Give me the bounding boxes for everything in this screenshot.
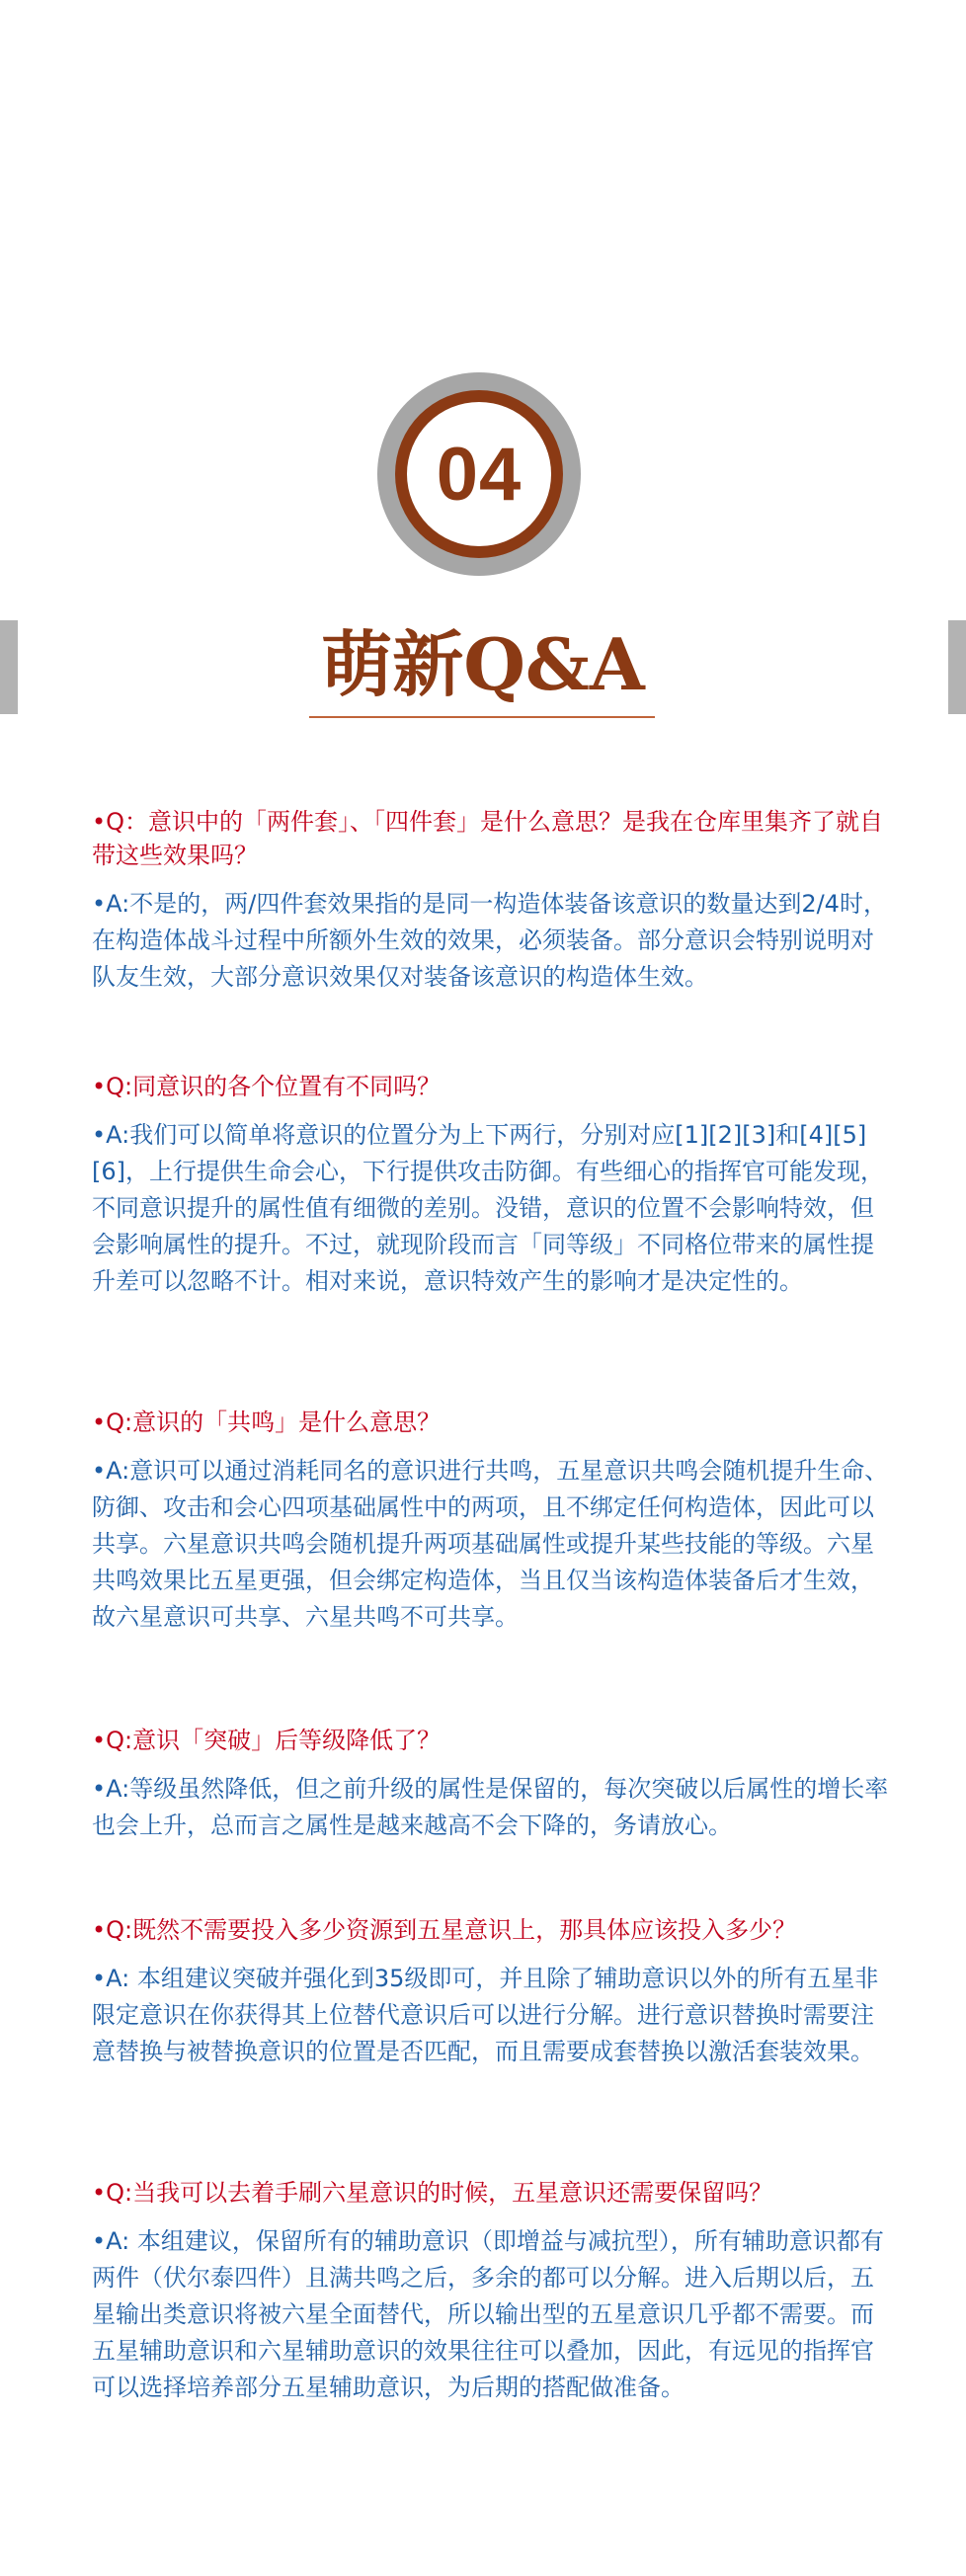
qa-item bbox=[92, 1913, 892, 2070]
answer-text: •A:等级虽然降低，但之前升级的属性是保留的，每次突破以后属性的增长率也会上升，总而言之属性是越来越高不会下降的，务请放心。 bbox=[92, 1775, 889, 1839]
question-text: •Q:既然不需要投入多少资源到五星意识上，那具体应该投入多少？ bbox=[92, 1916, 797, 1944]
question-text: •Q：意识中的「两件套」、「四件套」是什么意思？是我在仓库里集齐了就自带这些效果吗？ bbox=[92, 808, 884, 869]
question-text: •Q:同意识的各个位置有不同吗？ bbox=[92, 1073, 442, 1100]
qa-item bbox=[92, 1406, 892, 1636]
title-underline bbox=[309, 716, 655, 718]
question-text: •Q:意识「突破」后等级降低了？ bbox=[92, 1727, 442, 1754]
page-title: 萌新Q&A bbox=[321, 622, 645, 706]
qa-item bbox=[92, 2176, 892, 2406]
answer-text: •A:意识可以通过消耗同名的意识进行共鸣，五星意识共鸣会随机提升生命、防御、攻击和会心四项基础属性中的两项，且不绑定任何构造体，因此可以共享。六星意识共鸣会随机提升两项基础属性或提升某些技能的等级。六星共鸣效果比五星更强，但会绑定构造体，当且仅当该构造体装备后才生效，故六星意识可共享、六星共鸣不可共享。 bbox=[92, 1457, 889, 1631]
badge-number: 04 bbox=[407, 402, 551, 546]
qa-item bbox=[92, 1724, 892, 1844]
answer-text: •A:我们可以简单将意识的位置分为上下两行，分别对应[1][2][3]和[4][5][6]，上行提供生命会心，下行提供攻击防御。有些细心的指挥官可能发现，不同意识提升的属性值有细微的差别。没错，意识的位置不会影响特效，但会影响属性的提升。不过，就现阶段而言「同等级」不同格位带来的属性提升差可以忽略不计。相对来说，意识特效产生的影响才是决定性的。 bbox=[92, 1121, 884, 1295]
answer-text: •A: 本组建议，保留所有的辅助意识（即增益与减抗型），所有辅助意识都有两件（伏尔泰四件）且满共鸣之后，多余的都可以分解。进入后期以后，五星输出类意识将被六星全面替代，所以输出型的五星意识几乎都不需要。而五星辅助意识和六星辅助意识的效果往往可以叠加，因此，有远见的指挥官可以选择培养部分五星辅助意识，为后期的搭配做准备。 bbox=[92, 2227, 884, 2401]
qa-item bbox=[92, 805, 892, 996]
question-text: •Q:当我可以去着手刷六星意识的时候，五星意识还需要保留吗？ bbox=[92, 2179, 773, 2207]
answer-text: •A: 本组建议突破并强化到35级即可，并且除了辅助意识以外的所有五星非限定意识在你获得其上位替代意识后可以进行分解。进行意识替换时需要注意替换与被替换意识的位置是否匹配，而且需要成套替换以激活套装效果。 bbox=[92, 1965, 879, 2065]
section-number-badge bbox=[377, 372, 581, 576]
qa-item bbox=[92, 1070, 892, 1300]
badge-ring bbox=[395, 390, 563, 558]
answer-text: •A:不是的，两/四件套效果指的是同一构造体装备该意识的数量达到2/4时，在构造体战斗过程中所额外生效的效果，必须装备。部分意识会特别说明对队友生效，大部分意识效果仅对装备该意识的构造体生效。 bbox=[92, 890, 887, 991]
question-text: •Q:意识的「共鸣」是什么意思？ bbox=[92, 1409, 442, 1436]
